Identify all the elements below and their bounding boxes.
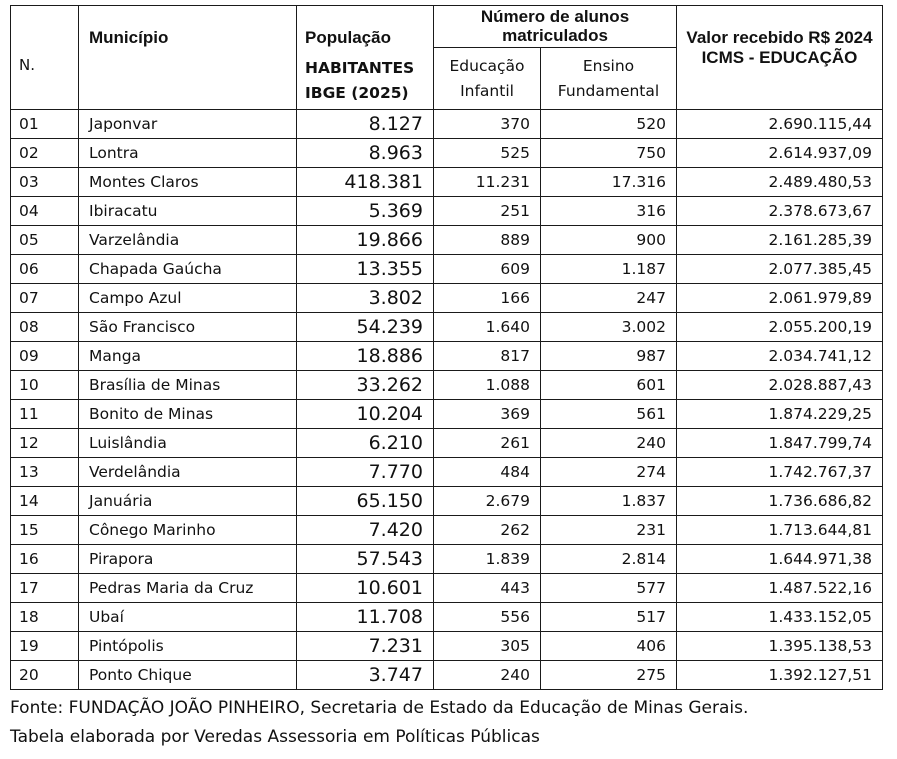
row-ensino-fundamental: 406 — [541, 632, 677, 661]
row-number: 06 — [11, 255, 79, 284]
row-ensino-fundamental: 517 — [541, 603, 677, 632]
row-educacao-infantil: 525 — [434, 139, 541, 168]
row-populacao: 13.355 — [297, 255, 434, 284]
row-valor: 1.395.138,53 — [677, 632, 883, 661]
row-valor: 1.736.686,82 — [677, 487, 883, 516]
row-number: 09 — [11, 342, 79, 371]
row-educacao-infantil: 251 — [434, 197, 541, 226]
header-municipio: Município — [79, 6, 297, 110]
row-municipio: Campo Azul — [79, 284, 297, 313]
table-row — [11, 342, 883, 371]
row-educacao-infantil: 556 — [434, 603, 541, 632]
table-row — [11, 139, 883, 168]
table-row — [11, 574, 883, 603]
row-educacao-infantil: 305 — [434, 632, 541, 661]
row-ensino-fundamental: 1.837 — [541, 487, 677, 516]
row-ensino-fundamental: 900 — [541, 226, 677, 255]
row-municipio: Ubaí — [79, 603, 297, 632]
row-educacao-infantil: 817 — [434, 342, 541, 371]
icms-education-table — [10, 5, 883, 690]
table-row — [11, 255, 883, 284]
row-municipio: Pintópolis — [79, 632, 297, 661]
row-number: 10 — [11, 371, 79, 400]
row-ensino-fundamental: 17.316 — [541, 168, 677, 197]
row-number: 15 — [11, 516, 79, 545]
table-row — [11, 168, 883, 197]
table-row — [11, 226, 883, 255]
row-municipio: Brasília de Minas — [79, 371, 297, 400]
row-ensino-fundamental: 1.187 — [541, 255, 677, 284]
row-valor: 2.489.480,53 — [677, 168, 883, 197]
table-row — [11, 284, 883, 313]
row-municipio: Luislândia — [79, 429, 297, 458]
row-number: 12 — [11, 429, 79, 458]
table-body — [11, 110, 883, 690]
header-n: N. — [11, 6, 79, 110]
table-row — [11, 487, 883, 516]
row-ensino-fundamental: 316 — [541, 197, 677, 226]
row-ensino-fundamental: 601 — [541, 371, 677, 400]
row-educacao-infantil: 166 — [434, 284, 541, 313]
row-ensino-fundamental: 520 — [541, 110, 677, 139]
row-educacao-infantil: 370 — [434, 110, 541, 139]
row-valor: 2.034.741,12 — [677, 342, 883, 371]
row-number: 04 — [11, 197, 79, 226]
row-populacao: 3.802 — [297, 284, 434, 313]
row-ensino-fundamental: 240 — [541, 429, 677, 458]
row-educacao-infantil: 1.640 — [434, 313, 541, 342]
table-row — [11, 371, 883, 400]
row-ensino-fundamental: 2.814 — [541, 545, 677, 574]
row-ensino-fundamental: 561 — [541, 400, 677, 429]
row-populacao: 10.204 — [297, 400, 434, 429]
row-populacao: 18.886 — [297, 342, 434, 371]
row-educacao-infantil: 261 — [434, 429, 541, 458]
row-populacao: 7.770 — [297, 458, 434, 487]
footer-elaborada: Tabela elaborada por Veredas Assessoria em Políticas Públicas — [10, 727, 540, 747]
footer-fonte: Fonte: FUNDAÇÃO JOÃO PINHEIRO, Secretaria de Estado da Educação de Minas Gerais. — [10, 698, 749, 718]
header-educacao-infantil: Educação Infantil — [434, 48, 541, 110]
row-valor: 1.433.152,05 — [677, 603, 883, 632]
row-educacao-infantil: 889 — [434, 226, 541, 255]
row-populacao: 57.543 — [297, 545, 434, 574]
row-municipio: Pedras Maria da Cruz — [79, 574, 297, 603]
row-number: 14 — [11, 487, 79, 516]
header-populacao-sub: HABITANTES IBGE (2025) — [305, 59, 415, 102]
row-number: 20 — [11, 661, 79, 690]
table-row — [11, 458, 883, 487]
row-valor: 1.392.127,51 — [677, 661, 883, 690]
row-ensino-fundamental: 750 — [541, 139, 677, 168]
row-valor: 2.077.385,45 — [677, 255, 883, 284]
row-valor: 1.713.644,81 — [677, 516, 883, 545]
row-educacao-infantil: 11.231 — [434, 168, 541, 197]
row-populacao: 7.420 — [297, 516, 434, 545]
row-valor: 2.161.285,39 — [677, 226, 883, 255]
row-ensino-fundamental: 247 — [541, 284, 677, 313]
row-educacao-infantil: 484 — [434, 458, 541, 487]
row-ensino-fundamental: 231 — [541, 516, 677, 545]
row-number: 02 — [11, 139, 79, 168]
row-ensino-fundamental: 577 — [541, 574, 677, 603]
row-municipio: Bonito de Minas — [79, 400, 297, 429]
row-ensino-fundamental: 275 — [541, 661, 677, 690]
row-ensino-fundamental: 274 — [541, 458, 677, 487]
row-valor: 1.742.767,37 — [677, 458, 883, 487]
table-row — [11, 661, 883, 690]
row-number: 18 — [11, 603, 79, 632]
row-number: 08 — [11, 313, 79, 342]
row-populacao: 8.127 — [297, 110, 434, 139]
row-municipio: Montes Claros — [79, 168, 297, 197]
row-populacao: 8.963 — [297, 139, 434, 168]
row-populacao: 10.601 — [297, 574, 434, 603]
header-populacao-title: População — [305, 28, 391, 47]
row-number: 19 — [11, 632, 79, 661]
row-number: 13 — [11, 458, 79, 487]
row-populacao: 65.150 — [297, 487, 434, 516]
row-populacao: 5.369 — [297, 197, 434, 226]
row-number: 17 — [11, 574, 79, 603]
row-educacao-infantil: 609 — [434, 255, 541, 284]
row-municipio: Chapada Gaúcha — [79, 255, 297, 284]
table-row — [11, 313, 883, 342]
table-row — [11, 516, 883, 545]
footer — [10, 694, 882, 752]
row-number: 16 — [11, 545, 79, 574]
table-row — [11, 197, 883, 226]
row-municipio: Manga — [79, 342, 297, 371]
header-alunos: Número de alunos matriculados — [434, 6, 677, 48]
row-number: 11 — [11, 400, 79, 429]
row-ensino-fundamental: 3.002 — [541, 313, 677, 342]
row-educacao-infantil: 262 — [434, 516, 541, 545]
row-number: 07 — [11, 284, 79, 313]
row-valor: 2.061.979,89 — [677, 284, 883, 313]
row-municipio: Pirapora — [79, 545, 297, 574]
row-populacao: 54.239 — [297, 313, 434, 342]
table-row — [11, 429, 883, 458]
row-ensino-fundamental: 987 — [541, 342, 677, 371]
row-populacao: 11.708 — [297, 603, 434, 632]
row-populacao: 3.747 — [297, 661, 434, 690]
table-row — [11, 110, 883, 139]
row-educacao-infantil: 1.839 — [434, 545, 541, 574]
row-valor: 2.028.887,43 — [677, 371, 883, 400]
table-row — [11, 400, 883, 429]
table-row — [11, 603, 883, 632]
row-populacao: 19.866 — [297, 226, 434, 255]
row-municipio: Januária — [79, 487, 297, 516]
row-municipio: Ponto Chique — [79, 661, 297, 690]
table-row — [11, 632, 883, 661]
document — [10, 5, 882, 752]
row-educacao-infantil: 1.088 — [434, 371, 541, 400]
row-number: 05 — [11, 226, 79, 255]
row-valor: 1.874.229,25 — [677, 400, 883, 429]
row-educacao-infantil: 240 — [434, 661, 541, 690]
header-ensino-fundamental: Ensino Fundamental — [541, 48, 677, 110]
row-populacao: 33.262 — [297, 371, 434, 400]
row-valor: 2.690.115,44 — [677, 110, 883, 139]
row-municipio: Lontra — [79, 139, 297, 168]
row-municipio: Japonvar — [79, 110, 297, 139]
row-municipio: Cônego Marinho — [79, 516, 297, 545]
row-valor: 1.847.799,74 — [677, 429, 883, 458]
row-educacao-infantil: 443 — [434, 574, 541, 603]
row-municipio: Varzelândia — [79, 226, 297, 255]
row-valor: 2.378.673,67 — [677, 197, 883, 226]
row-valor: 2.614.937,09 — [677, 139, 883, 168]
row-number: 03 — [11, 168, 79, 197]
table-row — [11, 545, 883, 574]
row-populacao: 418.381 — [297, 168, 434, 197]
header-populacao — [297, 6, 434, 110]
row-populacao: 7.231 — [297, 632, 434, 661]
row-number: 01 — [11, 110, 79, 139]
row-educacao-infantil: 2.679 — [434, 487, 541, 516]
header-valor: Valor recebido R$ 2024 ICMS - EDUCAÇÃO — [677, 6, 883, 110]
row-valor: 1.644.971,38 — [677, 545, 883, 574]
row-populacao: 6.210 — [297, 429, 434, 458]
row-educacao-infantil: 369 — [434, 400, 541, 429]
row-municipio: Verdelândia — [79, 458, 297, 487]
row-valor: 2.055.200,19 — [677, 313, 883, 342]
row-municipio: São Francisco — [79, 313, 297, 342]
row-municipio: Ibiracatu — [79, 197, 297, 226]
row-valor: 1.487.522,16 — [677, 574, 883, 603]
